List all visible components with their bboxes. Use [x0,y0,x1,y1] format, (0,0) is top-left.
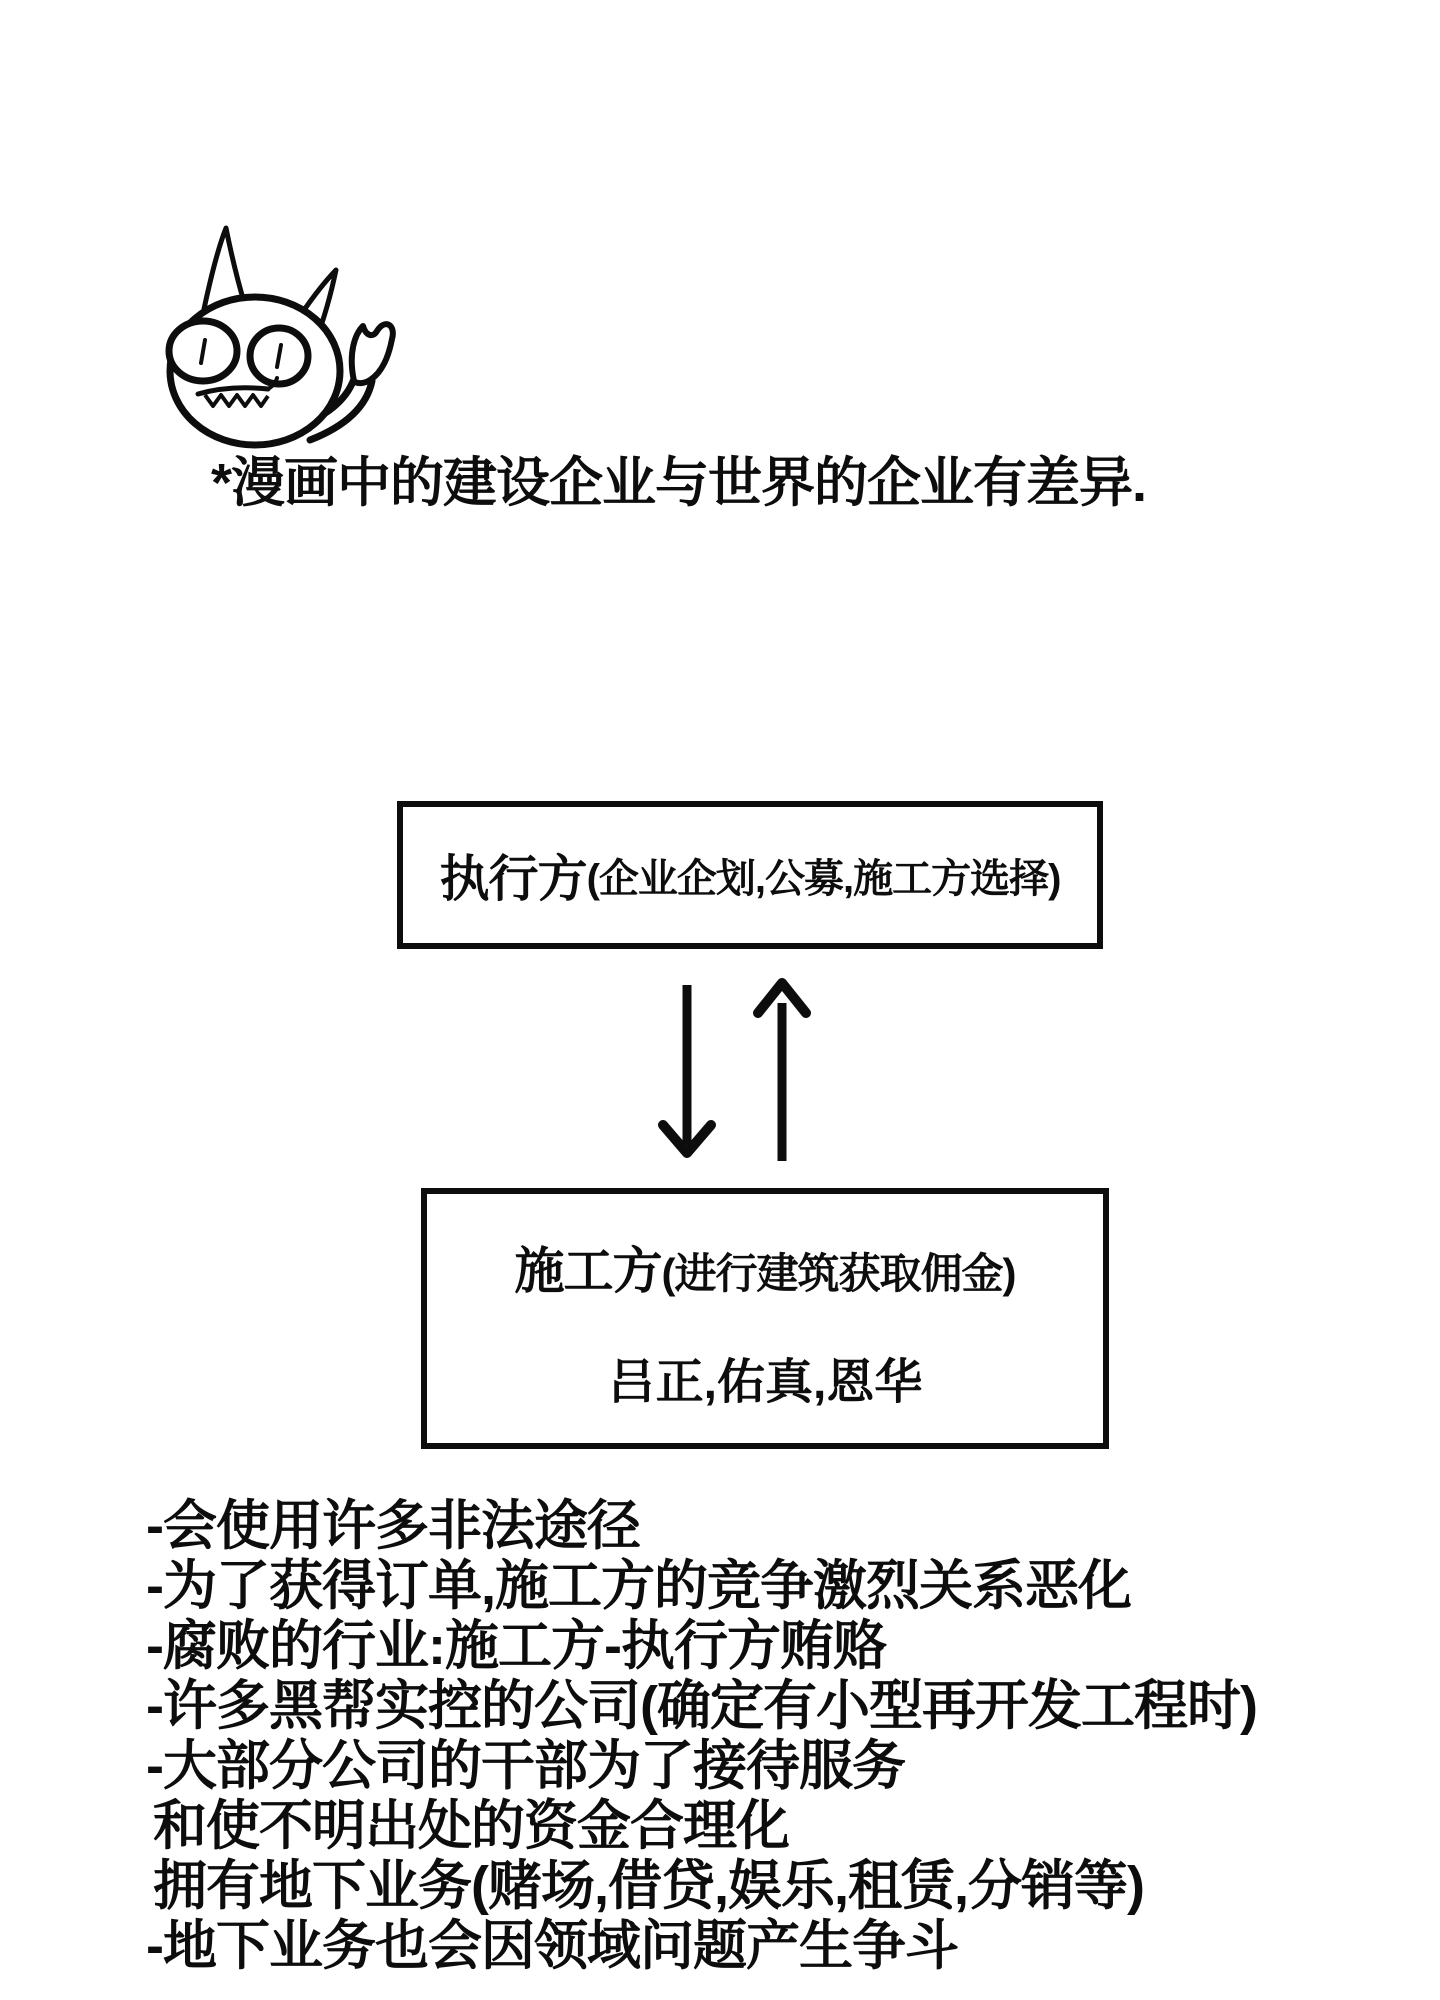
note-item: -地下业务也会因领域问题产生争斗 [146,1916,958,1976]
note-item: -为了获得订单,施工方的竞争激烈关系恶化 [146,1556,1131,1616]
contractor-members: 吕正,佑真,恩华 [607,1356,923,1409]
note-item: -腐败的行业:施工方-执行方贿赂 [146,1616,886,1676]
executor-title: 执行方 [439,851,587,907]
up-arrow-icon [758,983,806,1161]
note-item: -大部分公司的干部为了接待服务 [146,1736,905,1796]
contractor-box [421,1188,1109,1449]
notes-list [146,1496,1257,1976]
executor-box [397,801,1103,949]
down-arrow-icon [663,985,711,1153]
exchange-arrows [645,973,835,1175]
horned-monster-doodle [158,213,410,455]
contractor-subtitle: (进行建筑获取佣金) [661,1250,1016,1297]
note-item-continuation: 和使不明出处的资金合理化 [153,1796,789,1856]
note-item: -许多黑帮实控的公司(确定有小型再开发工程时) [146,1676,1257,1736]
note-item: -会使用许多非法途径 [146,1496,640,1556]
disclaimer-note: *漫画中的建设企业与世界的企业有差异. [211,453,1147,513]
note-item-continuation: 拥有地下业务(赌场,借贷,娱乐,租赁,分销等) [153,1856,1144,1916]
executor-subtitle: (企业企划,公募,施工方选择) [586,856,1061,901]
contractor-heading [427,1240,1103,1315]
contractor-title: 施工方 [514,1243,662,1299]
